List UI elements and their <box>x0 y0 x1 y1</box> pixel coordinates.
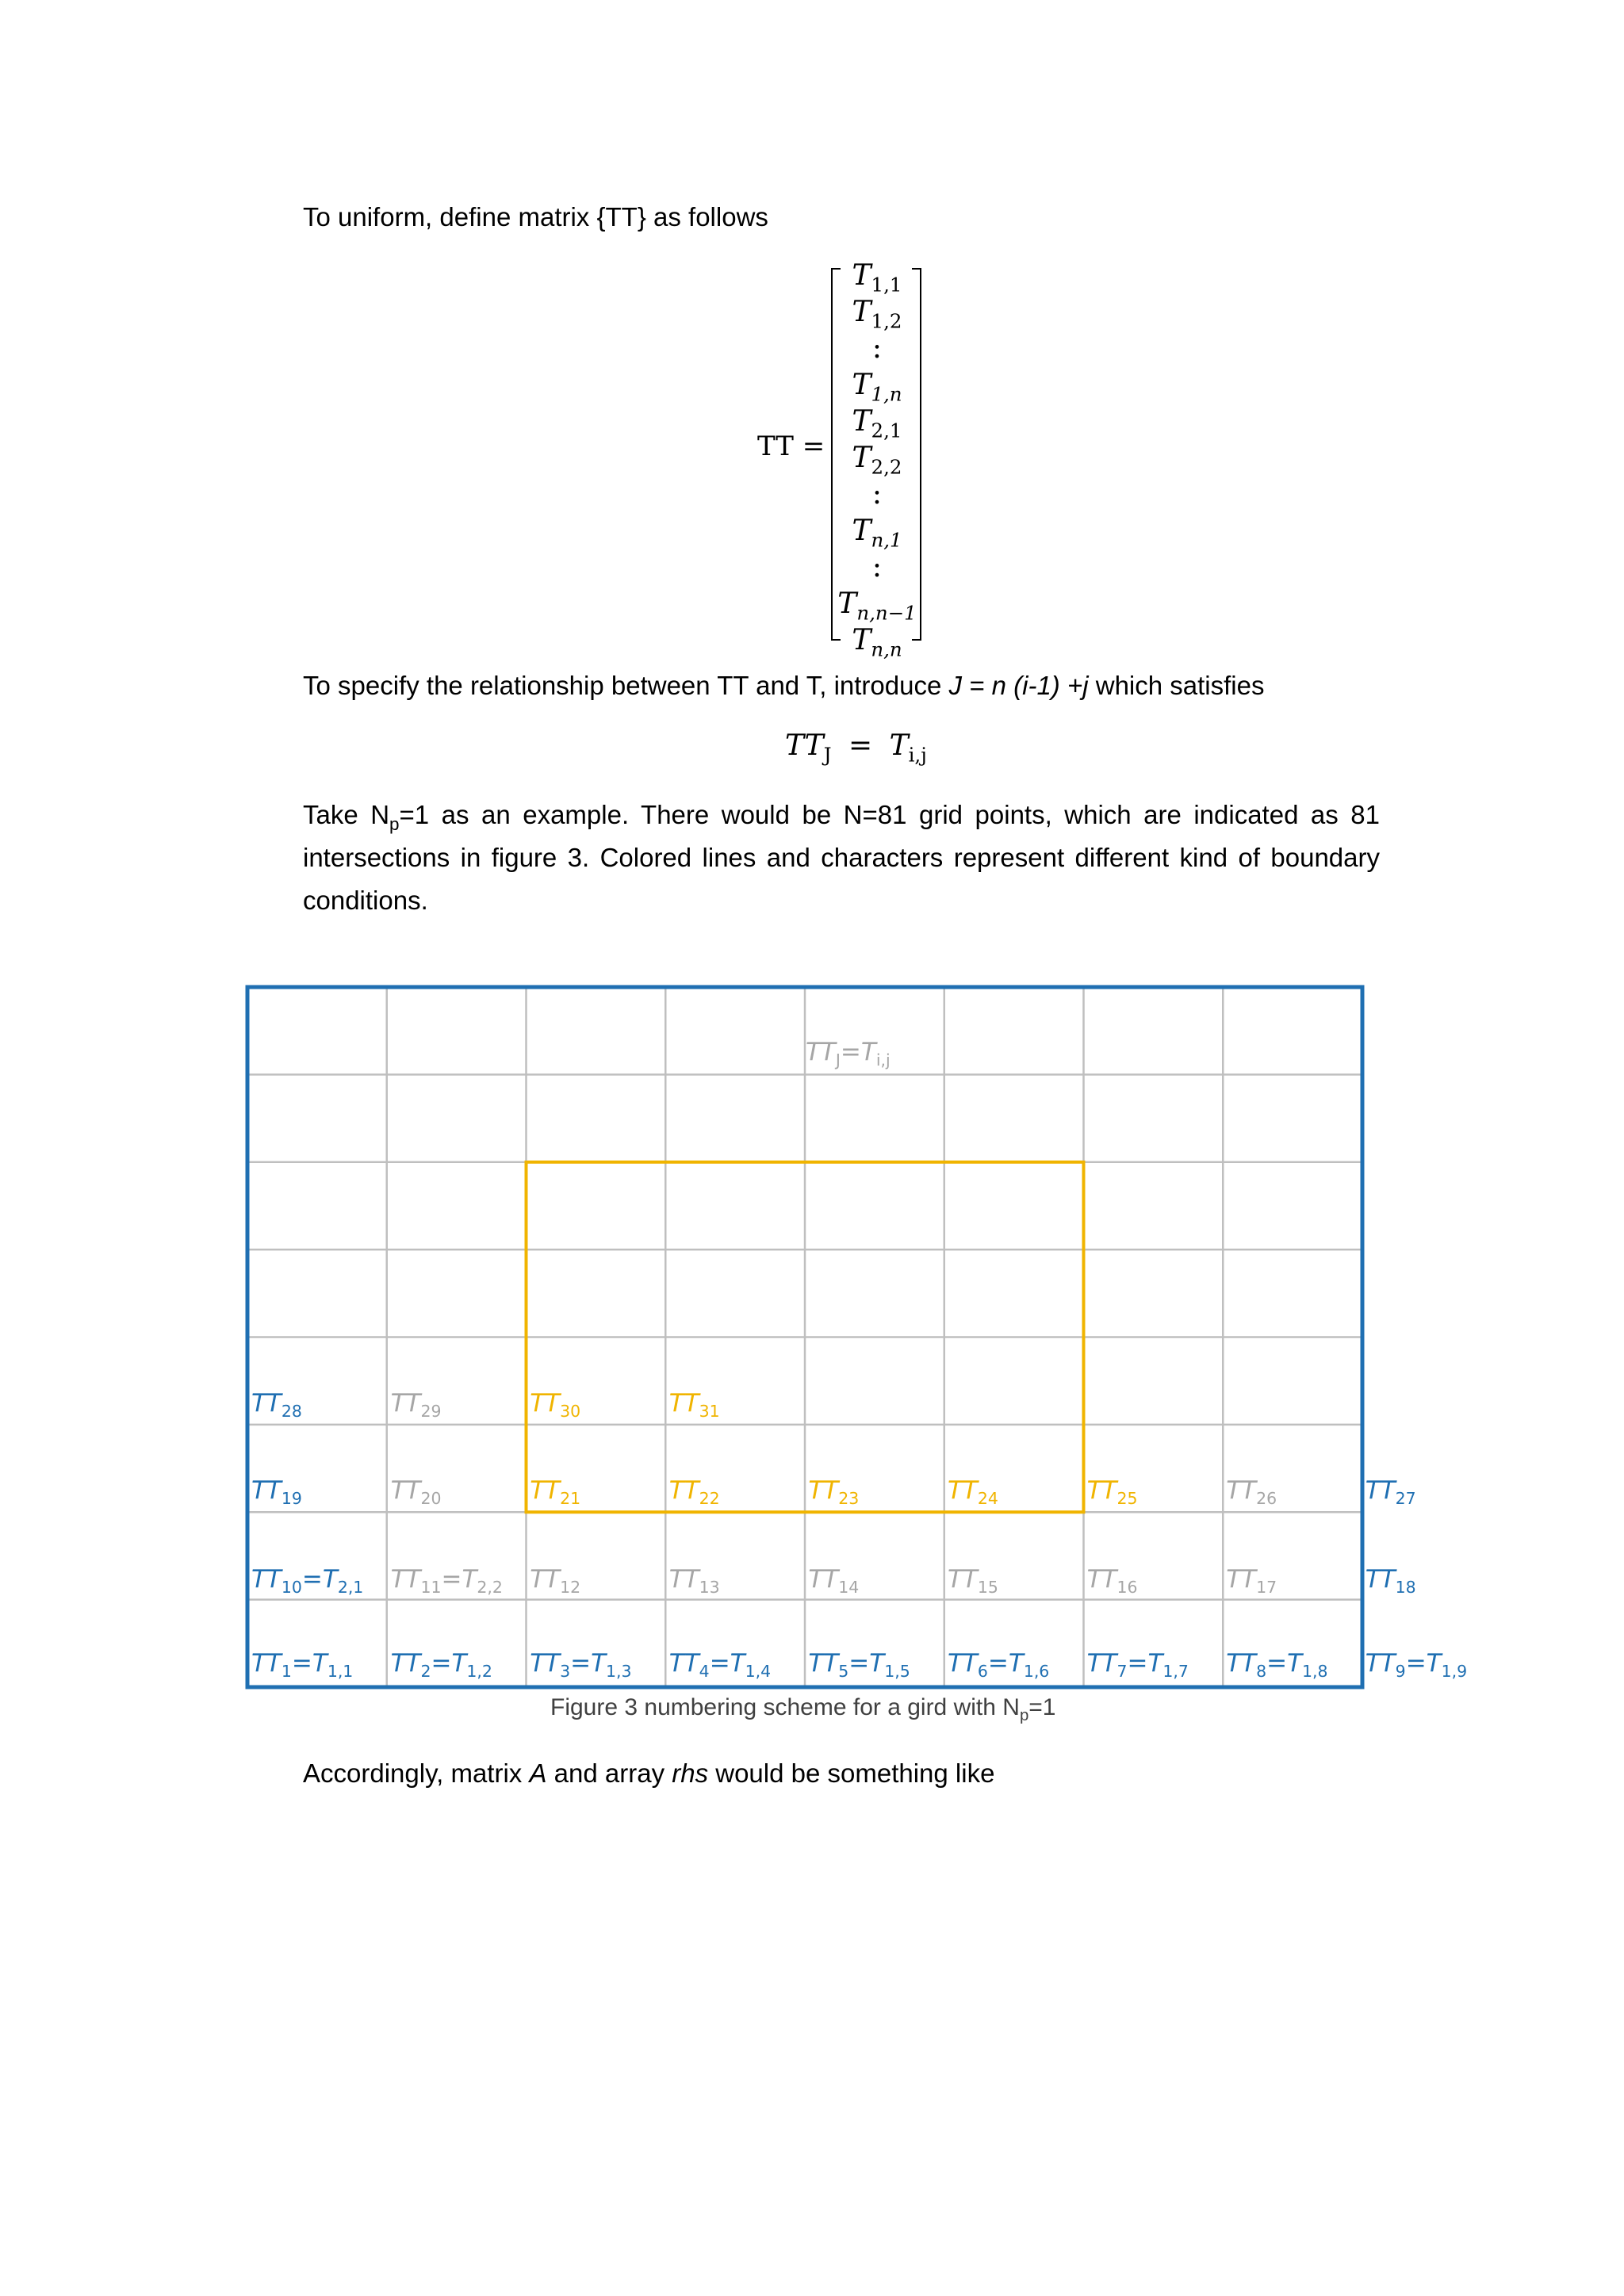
matrix-entry: $T_{n,n}$ <box>852 624 902 661</box>
grid-node-label: $TT_{30}$ <box>530 1389 581 1422</box>
grid-node-label: $TT_6=T_{1,6}$ <box>948 1649 1050 1682</box>
grid-node-label: $TT_{25}$ <box>1086 1476 1138 1509</box>
grid-node-label: $TT_{23}$ <box>808 1476 860 1509</box>
matrix-lhs: TT = <box>757 430 825 462</box>
grid-node-label: $TT_8=T_{1,8}$ <box>1226 1649 1328 1682</box>
equation: $TT_J = T_{i,j}$ <box>785 729 927 767</box>
grid-top-label: $TT_J=T_{i,j}$ <box>806 1038 891 1070</box>
grid-node-label: $TT_{24}$ <box>948 1476 998 1509</box>
grid-node-label: $TT_{19}$ <box>251 1476 302 1509</box>
grid-node-label: $TT_7=T_{1,7}$ <box>1086 1649 1189 1682</box>
grid-node-label: $TT_{10}=T_{2,1}$ <box>251 1565 364 1598</box>
matrix-entry: $T_{n,n-1}$ <box>837 587 917 625</box>
grid-node-label: $TT_{12}$ <box>530 1565 581 1598</box>
grid-node-label: $TT_3=T_{1,3}$ <box>530 1649 632 1682</box>
grid-node-label: $TT_{20}$ <box>390 1476 442 1509</box>
grid-node-label: $TT_9=T_{1,9}$ <box>1365 1649 1468 1682</box>
matrix-entry: $T_{2,2}$ <box>852 442 902 479</box>
matrix-entry: : <box>871 478 883 511</box>
grid-node-label: $TT_4=T_{1,4}$ <box>668 1649 772 1682</box>
grid-node-label: $TT_{18}$ <box>1365 1565 1416 1598</box>
grid-node-label: $TT_2=T_{1,2}$ <box>390 1649 492 1682</box>
grid-node-label: $TT_1=T_{1,1}$ <box>251 1649 354 1682</box>
grid-node-label: $TT_{11}=T_{2,2}$ <box>390 1565 503 1598</box>
grid-node-label: $TT_{15}$ <box>948 1565 998 1598</box>
grid-node-label: $TT_{22}$ <box>668 1476 720 1509</box>
grid-node-label: $TT_{31}$ <box>668 1389 720 1422</box>
grid-node-label: $TT_{21}$ <box>530 1476 581 1509</box>
grid-node-label: $TT_{16}$ <box>1086 1565 1138 1598</box>
closing-text: Accordingly, matrix A and array rhs would be something like <box>303 1758 995 1788</box>
grid-node-label: $TT_{29}$ <box>390 1389 442 1422</box>
grid-node-label: $TT_{28}$ <box>251 1389 302 1422</box>
example-paragraph: Take $N_p=1$ as an example. There would be N=81 grid points, which are indicated as 81 intersections in figure 3. Colored lines and characters represent different kind of boundary conditions. <box>303 800 1380 915</box>
matrix-entry: $T_{2,1}$ <box>852 405 902 442</box>
grid-node-label: $TT_{14}$ <box>808 1565 860 1598</box>
figure-caption: Figure 3 numbering scheme for a gird with $N_p=1$ <box>550 1694 1056 1725</box>
matrix-entry: : <box>871 551 883 584</box>
grid-node-label: $TT_{17}$ <box>1226 1565 1277 1598</box>
intro-text: To uniform, define matrix {TT} as follows <box>303 202 768 232</box>
matrix-entry: : <box>871 332 883 365</box>
matrix-entry: $T_{1,1}$ <box>852 259 902 297</box>
matrix-entry: $T_{1,n}$ <box>852 369 902 406</box>
relationship-text: To specify the relationship between TT and T, introduce J = n (i-1) +j which satisfies <box>303 671 1265 700</box>
relationship-formula: J = n (i-1) +j <box>948 671 1089 700</box>
grid-node-label: $TT_5=T_{1,5}$ <box>808 1649 910 1682</box>
matrix-entry: $T_{n,1}$ <box>852 515 902 552</box>
matrix-entry: $T_{1,2}$ <box>852 296 902 333</box>
grid-node-label: $TT_{27}$ <box>1365 1476 1416 1509</box>
grid-node-label: $TT_{26}$ <box>1226 1476 1277 1509</box>
grid-node-label: $TT_{13}$ <box>668 1565 720 1598</box>
